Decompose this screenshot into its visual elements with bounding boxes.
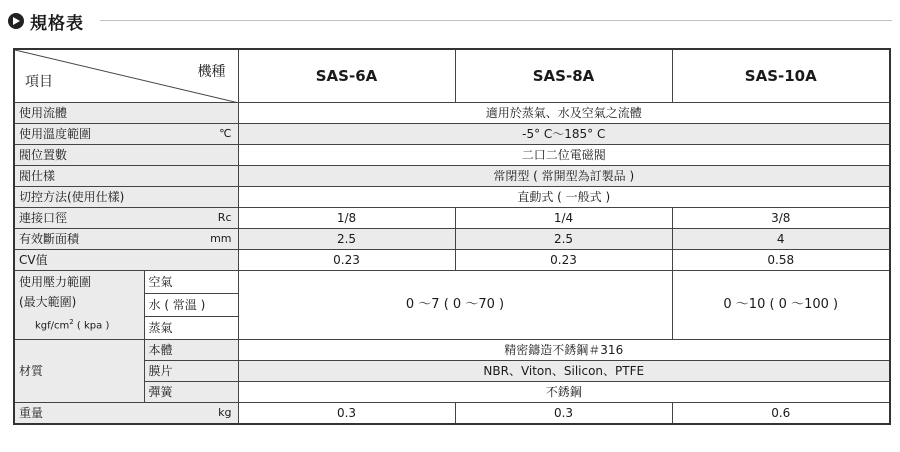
- spec-table: [13, 48, 891, 425]
- material-part-spring: 彈簧: [144, 381, 238, 402]
- value-area-1: 2.5: [238, 228, 455, 249]
- table-row: [14, 123, 890, 144]
- pressure-label-line2: (最大範圍): [19, 295, 77, 310]
- value-weight-2: 0.3: [455, 402, 672, 424]
- row-label-text: 重量: [19, 405, 44, 420]
- row-label-positions: 閥位置數: [14, 144, 238, 165]
- value-pressure-c: 0 ～10 ( 0 ～100 ): [672, 270, 890, 339]
- row-label-text: 使用溫度範圍: [19, 126, 92, 141]
- corner-header: [14, 49, 238, 102]
- model-header-1: SAS-6A: [238, 49, 455, 102]
- value-material-diaphragm: NBR、Viton、Silicon、PTFE: [238, 360, 890, 381]
- corner-item-label: 項目: [25, 73, 53, 90]
- table-row: [14, 270, 890, 293]
- play-circle-icon: [8, 13, 24, 29]
- table-row: [14, 228, 890, 249]
- value-cv-3: 0.58: [672, 249, 890, 270]
- pressure-unit-tail: ( kpa ): [73, 320, 110, 332]
- section-header: [8, 8, 84, 34]
- value-weight-1: 0.3: [238, 402, 455, 424]
- pressure-unit-sup: 2: [69, 318, 74, 327]
- value-port-2: 1/4: [455, 207, 672, 228]
- table-row: [14, 144, 890, 165]
- row-label-port: [14, 207, 238, 228]
- value-cv-2: 0.23: [455, 249, 672, 270]
- row-label-fluid: 使用流體: [14, 102, 238, 123]
- row-label-cv: CV值: [14, 249, 238, 270]
- media-steam: 蒸氣: [144, 316, 238, 339]
- value-positions: 二口二位電磁閥: [238, 144, 890, 165]
- material-part-body: 本體: [144, 339, 238, 360]
- row-label-material: 材質: [14, 339, 144, 402]
- table-row: [14, 102, 890, 123]
- row-label-area: [14, 228, 238, 249]
- media-water: 水 ( 常溫 ): [144, 293, 238, 316]
- table-row: [14, 165, 890, 186]
- table-row: [14, 186, 890, 207]
- value-cv-1: 0.23: [238, 249, 455, 270]
- value-weight-3: 0.6: [672, 402, 890, 424]
- table-row: [14, 360, 890, 381]
- table-header-row: [14, 49, 890, 102]
- value-area-2: 2.5: [455, 228, 672, 249]
- table-row: [14, 381, 890, 402]
- value-port-1: 1/8: [238, 207, 455, 228]
- value-control: 直動式 ( 一般式 ): [238, 186, 890, 207]
- unit-weight: kg: [218, 405, 232, 419]
- model-header-3: SAS-10A: [672, 49, 890, 102]
- unit-port: Rc: [217, 210, 232, 224]
- unit-area: mm: [210, 231, 232, 245]
- row-label-weight: [14, 402, 238, 424]
- row-label-temp: [14, 123, 238, 144]
- media-air: 空氣: [144, 270, 238, 293]
- value-material-body: 精密鑄造不銹鋼＃316: [238, 339, 890, 360]
- row-label-valve-spec: 閥仕樣: [14, 165, 238, 186]
- row-label-pressure: [14, 270, 144, 339]
- row-label-text: 有效斷面積: [19, 231, 80, 246]
- model-header-2: SAS-8A: [455, 49, 672, 102]
- value-area-3: 4: [672, 228, 890, 249]
- value-fluid: 適用於蒸氣、水及空氣之流體: [238, 102, 890, 123]
- table-row: [14, 402, 890, 424]
- pressure-unit-base: kgf/cm: [35, 320, 70, 332]
- title-divider: [100, 20, 892, 21]
- corner-model-label: 機種: [197, 64, 226, 80]
- row-label-text: 連接口徑: [19, 210, 68, 225]
- pressure-unit-label: [19, 312, 140, 336]
- value-material-spring: 不銹鋼: [238, 381, 890, 402]
- table-row: [14, 339, 890, 360]
- value-temp: -5° C～185° C: [238, 123, 890, 144]
- page-title: 規格表: [30, 13, 84, 34]
- table-row: [14, 249, 890, 270]
- table-row: [14, 207, 890, 228]
- material-part-diaphragm: 膜片: [144, 360, 238, 381]
- row-label-control: 切控方法(使用仕樣): [14, 186, 238, 207]
- value-valve-spec: 常閉型 ( 常開型為訂製品 ): [238, 165, 890, 186]
- value-pressure-ab: 0 ～7 ( 0 ～70 ): [238, 270, 672, 339]
- value-port-3: 3/8: [672, 207, 890, 228]
- pressure-label-line1: 使用壓力範圍: [19, 275, 92, 290]
- unit-temp: ℃: [219, 126, 232, 140]
